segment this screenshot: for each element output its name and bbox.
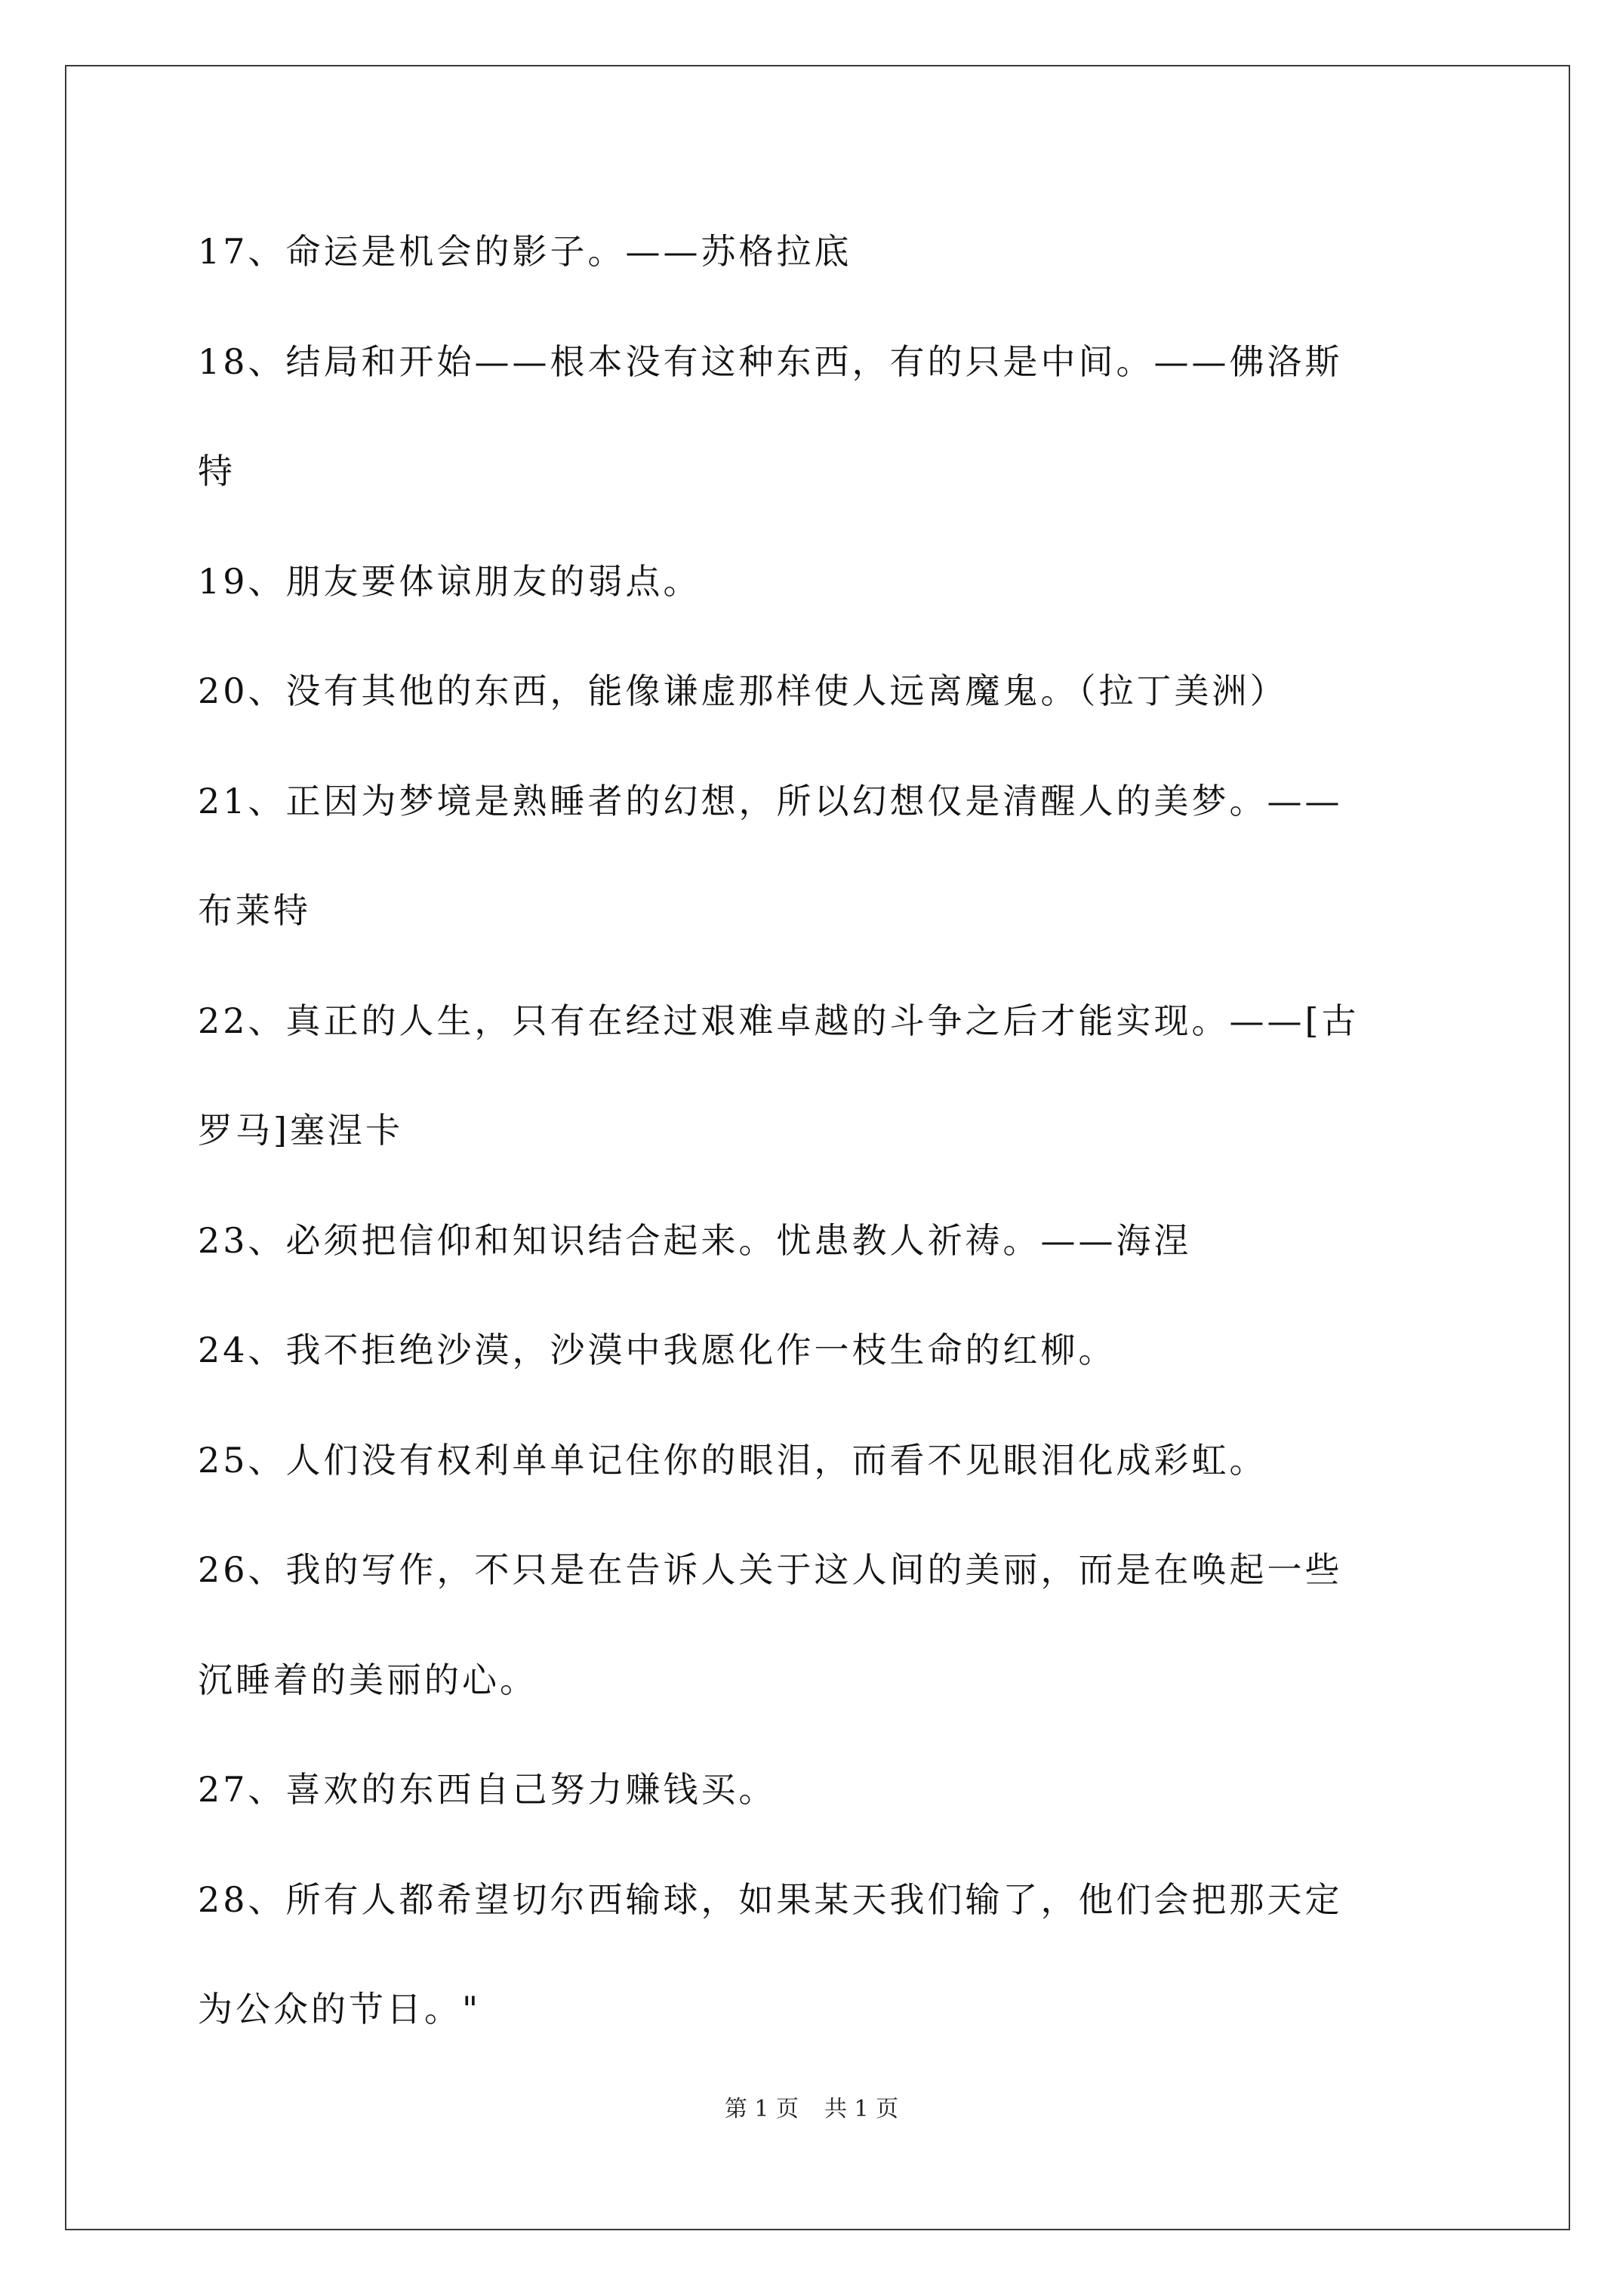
- text-line: 27、喜欢的东西自己努力赚钱买。: [198, 1769, 777, 1810]
- page-total: 共 1 页: [824, 2096, 899, 2122]
- text-line: 布莱特: [198, 890, 311, 931]
- text-line: 28、所有人都希望切尔西输球，如果某天我们输了，他们会把那天定: [198, 1879, 1343, 1920]
- text-line: 24、我不拒绝沙漠，沙漠中我愿化作一枝生命的红柳。: [198, 1330, 1116, 1370]
- text-line: 26、我的写作，不只是在告诉人关于这人间的美丽，而是在唤起一些: [198, 1549, 1343, 1590]
- text-line: 20、没有其他的东西，能像谦虚那样使人远离魔鬼。（拉丁美洲）: [198, 670, 1288, 711]
- text-line: 22、真正的人生，只有在经过艰难卓越的斗争之后才能实现。——[古: [198, 1000, 1360, 1041]
- text-line: 罗马]塞涅卡: [198, 1110, 403, 1151]
- text-line: 21、正因为梦境是熟睡者的幻想，所以幻想仅是清醒人的美梦。——: [198, 781, 1343, 821]
- text-line: 18、结局和开始——根本没有这种东西，有的只是中间。——佛洛斯: [198, 341, 1343, 382]
- page-footer: [0, 2094, 1623, 2125]
- text-line: 沉睡着的美丽的心。: [198, 1660, 537, 1700]
- text-line: 特: [198, 451, 236, 492]
- text-line: 17、命运是机会的影子。——苏格拉底: [198, 231, 852, 272]
- text-line: 为公众的节日。": [198, 1989, 482, 2029]
- text-line: 23、必须把信仰和知识结合起来。忧患教人祈祷。——海涅: [198, 1220, 1192, 1261]
- text-line: 19、朋友要体谅朋友的弱点。: [198, 561, 701, 602]
- text-line: 25、人们没有权利单单记住你的眼泪，而看不见眼泪化成彩虹。: [198, 1440, 1267, 1481]
- page-number: 第 1 页: [724, 2096, 799, 2122]
